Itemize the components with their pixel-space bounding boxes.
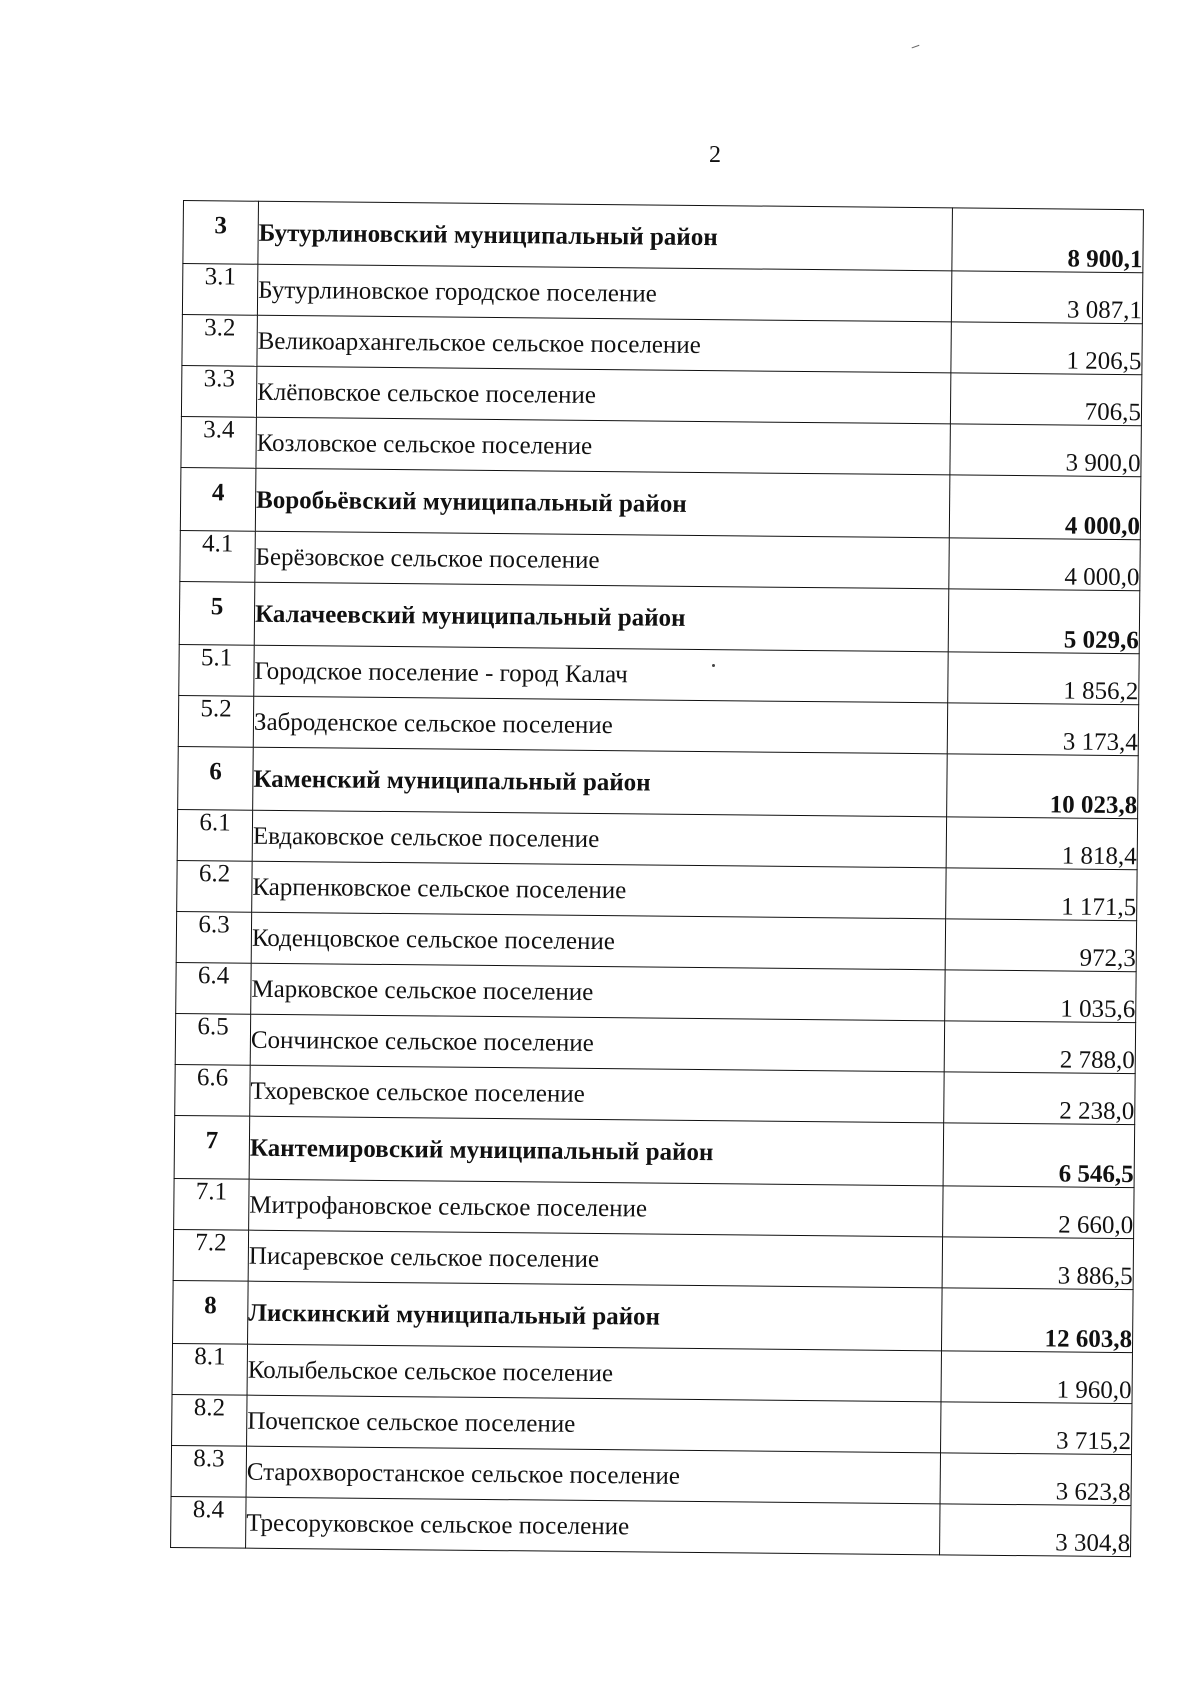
municipality-name: Лискинский муниципальный район	[248, 1281, 943, 1351]
settlement-row	[175, 1013, 1135, 1073]
settlement-row	[172, 1394, 1132, 1454]
settlement-row	[177, 809, 1137, 869]
municipality-name: Берёзовское сельское поселение	[255, 531, 949, 589]
page-number: 2	[709, 142, 721, 168]
municipality-name: Калачеевский муниципальный район	[254, 582, 949, 652]
settlement-row	[175, 1064, 1135, 1124]
amount-value: 2 238,0	[944, 1072, 1135, 1125]
municipality-name: Карпенковское сельское поселение	[252, 861, 946, 919]
amount-value: 4 000,0	[949, 538, 1140, 591]
settlement-row	[177, 860, 1137, 920]
municipality-name: Кантемировский муниципальный район	[249, 1116, 944, 1186]
settlement-row	[182, 314, 1142, 374]
municipality-name: Городское поселение - город Калач	[254, 645, 948, 703]
settlement-row	[182, 264, 1142, 324]
amount-value: 3 173,4	[947, 703, 1138, 756]
amount-value: 3 886,5	[942, 1237, 1133, 1290]
settlement-row	[174, 1178, 1134, 1238]
row-number: 8	[173, 1280, 249, 1344]
amount-value: 1 206,5	[951, 322, 1142, 375]
row-number: 7.1	[174, 1178, 249, 1230]
municipality-name: Евдаковское сельское поселение	[252, 810, 946, 868]
amount-value: 1 960,0	[941, 1351, 1132, 1404]
municipality-name: Почепское сельское поселение	[247, 1395, 941, 1453]
municipality-name: Великоархангельское сельское поселение	[257, 315, 951, 373]
row-number: 8.4	[171, 1496, 246, 1548]
district-row	[179, 581, 1140, 653]
municipality-name: Коденцовское сельское поселение	[251, 912, 945, 970]
amount-value: 3 715,2	[941, 1402, 1132, 1455]
amount-value: 972,3	[945, 919, 1136, 972]
municipality-name: Тресоруковское сельское поселение	[246, 1497, 940, 1555]
municipality-name: Тхоревское сельское поселение	[250, 1065, 944, 1123]
settlement-row	[181, 416, 1141, 476]
amount-value: 10 023,8	[947, 754, 1139, 819]
amount-value: 5 029,6	[948, 589, 1140, 654]
amount-value: 2 788,0	[944, 1021, 1135, 1074]
row-number: 8.1	[172, 1343, 247, 1395]
municipality-name: Сончинское сельское поселение	[250, 1014, 944, 1072]
municipality-name: Писаревское сельское поселение	[248, 1230, 942, 1288]
amount-value: 3 900,0	[950, 424, 1141, 477]
row-number: 6.3	[176, 911, 251, 963]
row-number: 6.6	[175, 1064, 250, 1116]
row-number: 7	[174, 1115, 250, 1179]
settlement-row	[181, 365, 1141, 425]
amount-value: 2 660,0	[943, 1186, 1134, 1239]
municipality-name: Колыбельское сельское поселение	[247, 1344, 941, 1402]
amount-value: 8 900,1	[952, 208, 1144, 273]
amount-value: 3 304,8	[940, 1504, 1131, 1557]
amount-value: 3 087,1	[951, 271, 1142, 324]
municipality-name: Заброденское сельское поселение	[253, 696, 947, 754]
amount-value: 6 546,5	[943, 1123, 1135, 1188]
scan-mark	[912, 45, 921, 51]
row-number: 6.5	[175, 1013, 250, 1065]
municipality-name: Старохворостанское сельское поселение	[246, 1446, 940, 1504]
municipality-name: Марковское сельское поселение	[251, 963, 945, 1021]
settlement-row	[171, 1445, 1131, 1505]
settlement-row	[180, 530, 1140, 590]
row-number: 6.4	[176, 962, 251, 1014]
row-number: 3.4	[181, 416, 256, 468]
amount-value: 1 818,4	[946, 817, 1137, 870]
district-row	[180, 467, 1141, 539]
row-number: 5.2	[178, 695, 253, 747]
amount-value: 1 171,5	[946, 868, 1137, 921]
row-number: 7.2	[173, 1229, 248, 1281]
row-number: 6.1	[177, 809, 252, 861]
settlement-row	[173, 1229, 1133, 1289]
row-number: 3.1	[182, 264, 257, 316]
amount-value: 4 000,0	[949, 475, 1141, 540]
settlement-row	[171, 1496, 1131, 1556]
settlement-row	[176, 911, 1136, 971]
district-row	[173, 1280, 1134, 1352]
municipality-name: Бутурлиновский муниципальный район	[258, 201, 953, 271]
district-row	[174, 1115, 1135, 1187]
amount-value: 1 856,2	[948, 652, 1139, 705]
row-number: 3	[183, 201, 259, 265]
row-number: 5	[179, 581, 255, 645]
row-number: 6.2	[177, 860, 252, 912]
settlement-row	[178, 695, 1138, 755]
municipality-name: Воробьёвский муниципальный район	[255, 468, 950, 538]
row-number: 8.3	[171, 1445, 246, 1497]
municipality-name: Митрофановское сельское поселение	[249, 1179, 943, 1237]
settlement-row	[179, 644, 1139, 704]
settlement-row	[176, 962, 1136, 1022]
amount-value: 706,5	[950, 373, 1141, 426]
municipality-name: Бутурлиновское городское поселение	[257, 264, 951, 322]
amount-value: 12 603,8	[941, 1288, 1133, 1353]
amount-value: 1 035,6	[945, 970, 1136, 1023]
budget-allocation-table	[170, 200, 1144, 1557]
row-number: 3.3	[181, 365, 256, 417]
row-number: 6	[178, 746, 254, 810]
district-row	[178, 746, 1139, 818]
row-number: 8.2	[172, 1394, 247, 1446]
table-body	[171, 201, 1144, 1557]
row-number: 4.1	[180, 530, 255, 582]
row-number: 3.2	[182, 314, 257, 366]
amount-value: 3 623,8	[940, 1453, 1131, 1506]
municipality-name: Клёповское сельское поселение	[256, 366, 950, 424]
municipality-name: Каменский муниципальный район	[253, 747, 948, 817]
settlement-row	[172, 1343, 1132, 1403]
municipality-name: Козловское сельское поселение	[256, 417, 950, 475]
row-number: 5.1	[179, 644, 254, 696]
row-number: 4	[180, 467, 256, 531]
district-row	[183, 201, 1144, 273]
